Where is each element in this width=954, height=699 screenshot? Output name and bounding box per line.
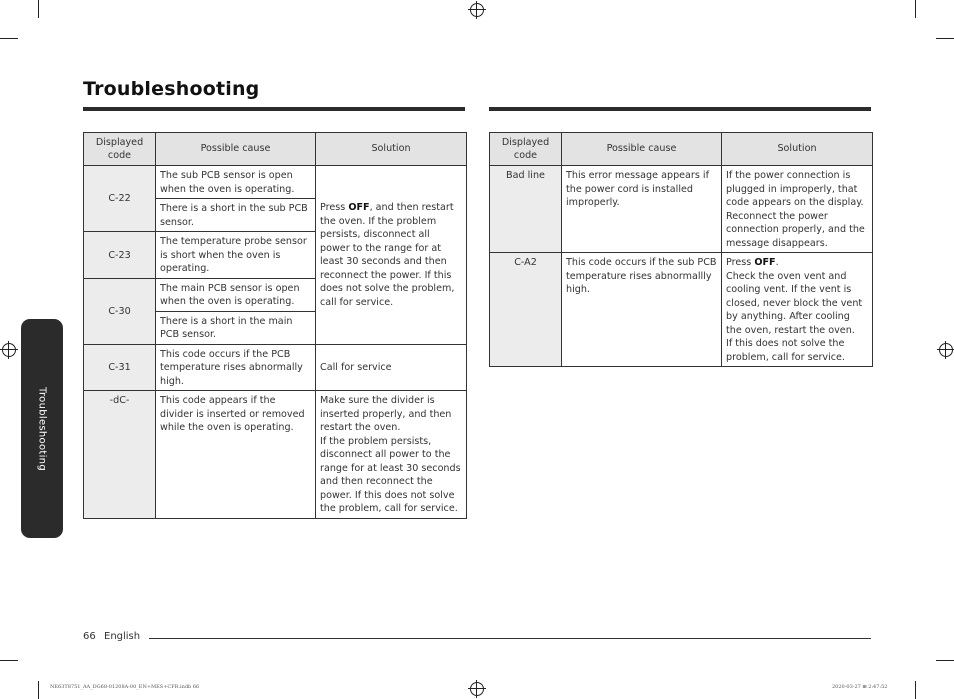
error-code: C-30 xyxy=(84,278,156,344)
print-slug-left: NE63T8751_AA_DG68-01208A-00_EN+MES+CFR.indb 66 xyxy=(50,684,200,690)
off-button-label: OFF xyxy=(754,257,776,268)
error-code: C-23 xyxy=(84,232,156,279)
solution xyxy=(316,391,467,519)
crop-mark xyxy=(38,681,39,699)
crop-mark xyxy=(0,38,18,39)
table-header-row xyxy=(490,133,873,166)
right-troubleshooting-table xyxy=(489,132,873,367)
registration-mark-icon xyxy=(939,343,953,357)
possible-cause: This code occurs if the PCB temperature rises abnormally high. xyxy=(156,344,316,391)
crop-mark xyxy=(0,660,18,661)
solution-text: If this does not solve the problem, call for service. xyxy=(726,338,845,363)
possible-cause: This code occurs if the sub PCB temperature rises abnormallly high. xyxy=(562,253,722,367)
solution xyxy=(722,253,873,367)
registration-mark-icon xyxy=(470,3,484,17)
crop-mark xyxy=(38,0,39,18)
registration-mark-icon xyxy=(470,682,484,696)
header-solution: Solution xyxy=(722,133,873,166)
print-slug-right: 2020-03-27 ⊞ 2:47:52 xyxy=(832,684,888,690)
header-displayed-code: Displayed code xyxy=(84,133,156,166)
error-code: C-31 xyxy=(84,344,156,391)
left-troubleshooting-table xyxy=(83,132,467,519)
possible-cause: The temperature probe sensor is short when the oven is operating. xyxy=(156,232,316,279)
crop-mark xyxy=(936,38,954,39)
table-row xyxy=(84,166,467,199)
solution-text: Make sure the divider is inserted properly, and then restart the oven. xyxy=(320,395,452,433)
header-displayed-code: Displayed code xyxy=(490,133,562,166)
header-possible-cause: Possible cause xyxy=(156,133,316,166)
possible-cause: There is a short in the sub PCB sensor. xyxy=(156,199,316,232)
crop-mark xyxy=(915,0,916,18)
title-rule-left xyxy=(83,107,465,111)
crop-mark xyxy=(936,660,954,661)
title-rule-right xyxy=(489,107,871,111)
footer-rule xyxy=(149,638,871,639)
solution-text: . xyxy=(775,257,779,268)
table-row xyxy=(84,344,467,391)
solution-text: Check the oven vent and cooling vent. If the vent is closed, never block the vent by anything. After cooling the oven, restart the oven. xyxy=(726,270,863,336)
table-row xyxy=(84,391,467,519)
error-code: Bad line xyxy=(490,166,562,253)
page-title: Troubleshooting xyxy=(83,78,260,100)
solution: If the power connection is plugged in improperly, that code appears on the display. Reconnect the power connection properly, and the message disappears. xyxy=(722,166,873,253)
table-row xyxy=(490,253,873,367)
solution-text: If the problem persists, disconnect all power to the range for at least 30 seconds and then reconnect the power. If this does not solve the problem, call for service. xyxy=(320,435,461,514)
solution-text: Press xyxy=(726,257,755,268)
possible-cause: This code appears if the divider is inserted or removed while the oven is operating. xyxy=(156,391,316,519)
solution-text: Press xyxy=(320,202,349,214)
error-code: C-A2 xyxy=(490,253,562,367)
error-code: -dC- xyxy=(84,391,156,519)
error-code: C-22 xyxy=(84,166,156,232)
off-button-label: OFF xyxy=(348,202,370,214)
possible-cause: There is a short in the main PCB sensor. xyxy=(156,311,316,344)
possible-cause: The sub PCB sensor is open when the oven is operating. xyxy=(156,166,316,199)
side-tab-label: Troubleshooting xyxy=(36,386,48,471)
registration-mark-icon xyxy=(2,343,16,357)
solution: Call for service xyxy=(316,344,467,391)
table-header-row xyxy=(84,133,467,166)
possible-cause: This error message appears if the power cord is installed improperly. xyxy=(562,166,722,253)
possible-cause: The main PCB sensor is open when the oven is operating. xyxy=(156,278,316,311)
header-possible-cause: Possible cause xyxy=(562,133,722,166)
page-language: English xyxy=(104,631,141,642)
solution xyxy=(316,166,467,345)
header-solution: Solution xyxy=(316,133,467,166)
page-number: 66 xyxy=(83,631,96,642)
table-row xyxy=(490,166,873,253)
section-side-tab xyxy=(21,319,63,538)
crop-mark xyxy=(915,681,916,699)
solution-text: , and then restart the oven. If the problem persists, disconnect all power to the range for at least 30 seconds and then reconnect the power. If this does not solve the problem, call for service. xyxy=(320,202,455,308)
